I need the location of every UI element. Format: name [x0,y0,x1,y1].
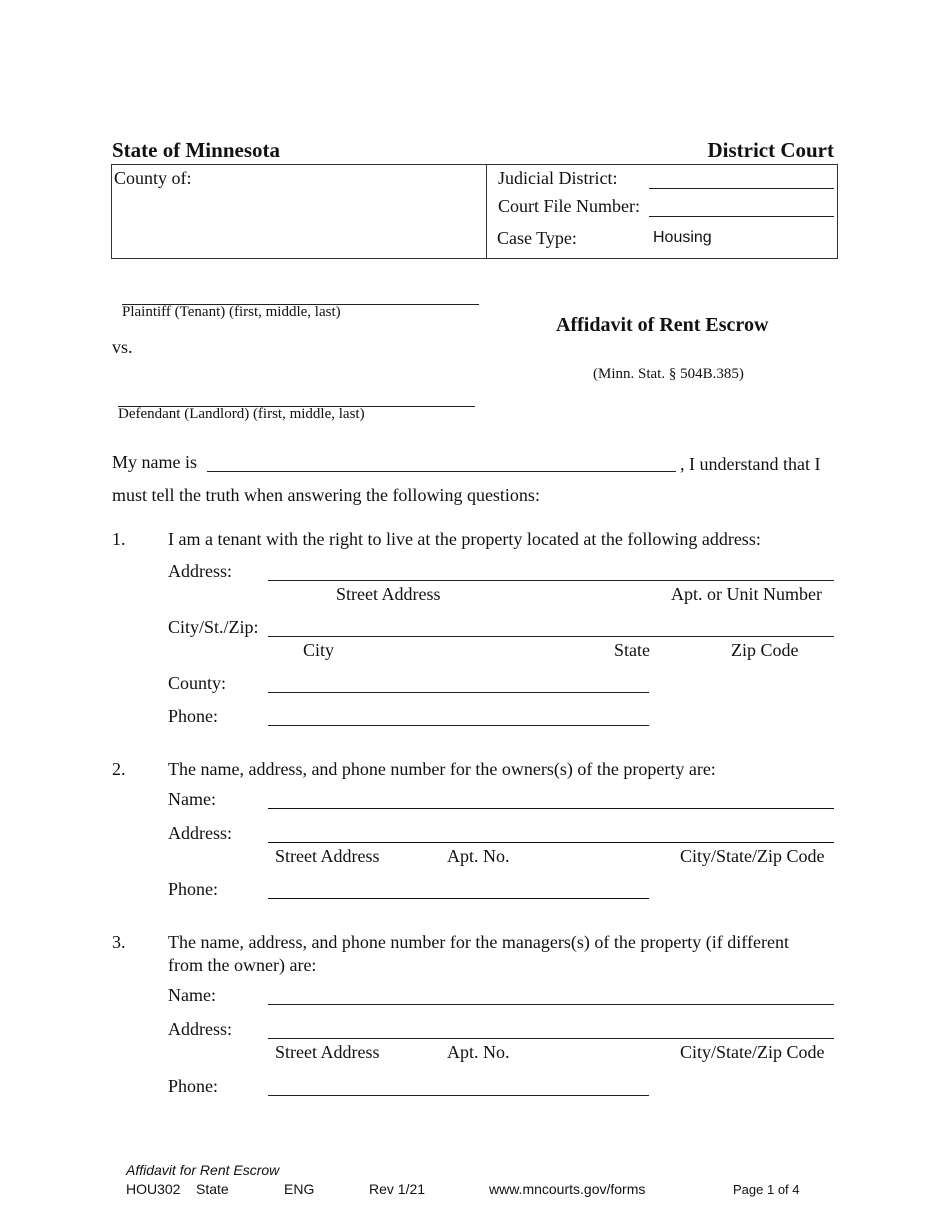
footer-language: ENG [284,1181,315,1197]
q3-name-field[interactable] [268,1004,834,1005]
truth-statement: must tell the truth when answering the following questions: [112,485,540,505]
q1-city-st-zip-label: City/St./Zip: [168,617,259,637]
q2-apt-no-caption: Apt. No. [447,846,510,866]
q2-address-field[interactable] [268,842,834,843]
q3-address-label: Address: [168,1019,232,1039]
case-type-value: Housing [653,229,712,246]
q3-phone-field[interactable] [268,1095,649,1096]
q3-address-field[interactable] [268,1038,834,1039]
q1-phone-field[interactable] [268,725,649,726]
q1-street-address-caption: Street Address [336,584,441,604]
q2-street-address-caption: Street Address [275,846,380,866]
q3-city-state-zip-caption: City/State/Zip Code [680,1042,825,1062]
q3-apt-no-caption: Apt. No. [447,1042,510,1062]
q1-county-label: County: [168,673,227,693]
q1-county-field[interactable] [268,692,649,693]
q2-name-field[interactable] [268,808,834,809]
q2-phone-field[interactable] [268,898,649,899]
q1-apt-unit-caption: Apt. or Unit Number [671,584,822,604]
statute-reference: (Minn. Stat. § 504B.385) [593,366,744,382]
q2-city-state-zip-caption: City/State/Zip Code [680,846,825,866]
q1-city-caption: City [303,640,335,660]
vs-label: vs. [112,337,133,357]
q1-zip-caption: Zip Code [731,640,799,660]
q2-address-label: Address: [168,823,232,843]
state-heading: State of Minnesota [112,138,280,162]
court-file-number-field[interactable] [649,216,834,217]
footer-form-code: HOU302 [126,1181,181,1197]
case-info-divider [486,164,487,259]
footer-website[interactable]: www.mncourts.gov/forms [489,1181,646,1197]
judicial-district-label: Judicial District: [498,168,618,188]
q1-phone-label: Phone: [168,706,219,726]
judicial-district-field[interactable] [649,188,834,189]
q3-street-address-caption: Street Address [275,1042,380,1062]
form-title: Affidavit of Rent Escrow [556,314,769,336]
q1-city-st-zip-field[interactable] [268,636,834,637]
q3-phone-label: Phone: [168,1076,219,1096]
case-info-box [111,164,838,259]
q2-name-label: Name: [168,789,216,809]
court-file-number-label: Court File Number: [498,196,640,216]
q1-number: 1. [112,529,126,549]
defendant-label: Defendant (Landlord) (first, middle, last) [118,406,365,422]
q1-state-caption: State [614,640,650,660]
q3-number: 3. [112,932,126,952]
q1-text: I am a tenant with the right to live at the property located at the following address: [168,529,761,549]
q1-address-field[interactable] [268,580,834,581]
county-label: County of: [114,168,192,188]
case-type-label: Case Type: [497,228,577,248]
my-name-field[interactable] [207,471,676,472]
understand-text: , I understand that I [680,454,821,474]
q3-text-line2: from the owner) are: [168,955,317,975]
q2-phone-label: Phone: [168,879,219,899]
my-name-label: My name is [112,452,197,472]
q1-address-label: Address: [168,561,232,581]
footer-jurisdiction: State [196,1181,229,1197]
q3-name-label: Name: [168,985,216,1005]
plaintiff-label: Plaintiff (Tenant) (first, middle, last) [122,304,341,320]
court-heading: District Court [707,138,834,162]
q3-text-line1: The name, address, and phone number for the managers(s) of the property (if different [168,932,789,952]
q2-number: 2. [112,759,126,779]
footer-revision: Rev 1/21 [369,1181,426,1197]
footer-page-number: Page 1 of 4 [733,1182,800,1197]
q2-text: The name, address, and phone number for the owners(s) of the property are: [168,759,716,779]
footer-form-title: Affidavit for Rent Escrow [126,1162,280,1178]
